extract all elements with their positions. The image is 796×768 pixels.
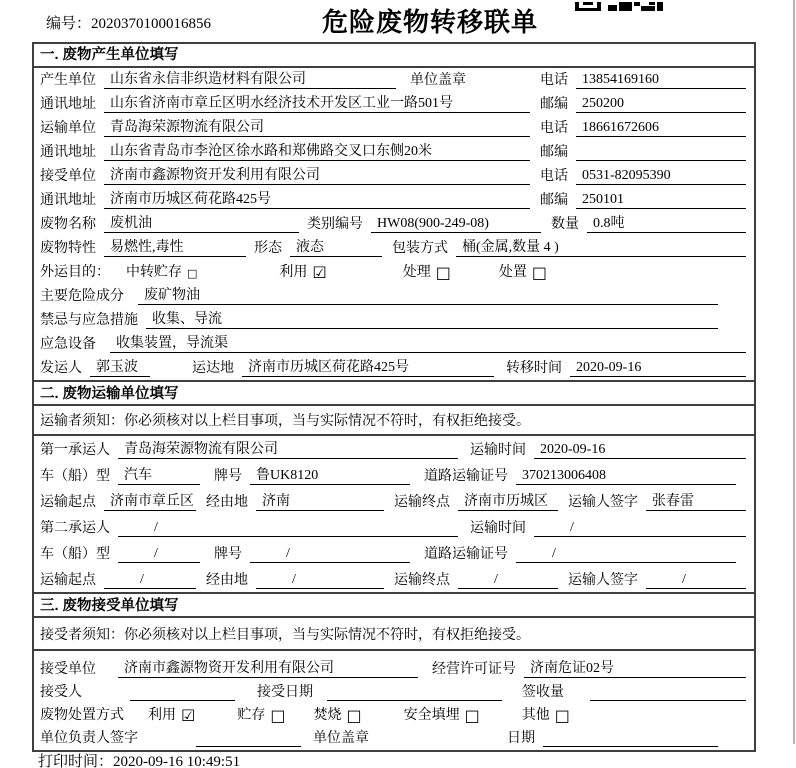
- field-label: 第一承运人: [40, 443, 110, 458]
- characteristics-value: 易燃性,毒性: [104, 236, 246, 257]
- row-receiver-address: [34, 188, 754, 212]
- transport-time-2-value: /: [534, 520, 746, 537]
- checkbox-unchecked-icon: □: [464, 706, 480, 725]
- qr-code-icon: [575, 0, 663, 9]
- page-edge-divider: [793, 0, 795, 744]
- disposal-other: [522, 704, 570, 724]
- serial-number-line: [46, 12, 211, 33]
- unit-seal-label: 单位盖章: [410, 73, 466, 88]
- row-hazard-components: [34, 284, 754, 308]
- row-second-carrier: [34, 514, 754, 540]
- road-permit-value: 370213006408: [516, 468, 736, 485]
- transport-time-label: 运输时间: [470, 521, 526, 536]
- row-waste-characteristics: [34, 236, 754, 260]
- field-label: 车（船）型: [40, 547, 110, 562]
- field-label: 单位负责人签字: [40, 731, 138, 746]
- disposal-landfill: [404, 704, 480, 724]
- transport-unit-value: 青岛海荣源物流有限公司: [104, 116, 530, 137]
- field-label: 接受单位: [40, 169, 96, 184]
- checkbox-label: 利用: [148, 708, 176, 723]
- shipper-value: 郭玉波: [90, 356, 150, 377]
- first-carrier-value: 青岛海荣源物流有限公司: [118, 438, 458, 459]
- checkbox-unchecked-icon: □: [435, 263, 451, 282]
- section-3-header: 三. 废物接受单位填写: [34, 592, 754, 618]
- zip-label: 邮编: [540, 193, 568, 208]
- receiver-phone-value: 0531-82095390: [576, 168, 746, 185]
- checkbox-label: 处理: [402, 265, 431, 280]
- checkbox-unchecked-icon: □: [270, 706, 286, 725]
- received-qty-value: [590, 684, 746, 701]
- checkbox-unchecked-icon: □: [346, 706, 362, 725]
- print-time-value: 2020-09-16 10:49:51: [113, 754, 241, 768]
- field-label: 接受人: [40, 685, 82, 700]
- purpose-treat: [403, 261, 451, 281]
- license-label: 经营许可证号: [432, 662, 516, 677]
- field-label: 运输单位: [40, 121, 96, 136]
- section-2-header: 二. 废物运输单位填写: [34, 380, 754, 406]
- received-qty-label: 签收量: [522, 685, 564, 700]
- date-value: [543, 730, 718, 747]
- zip-label: 邮编: [540, 145, 568, 160]
- row-shipper: [34, 356, 754, 380]
- receiver-notice: 接受者须知：你必须核对以上栏目事项，当与实际情况不符时，有权拒绝接受。: [34, 618, 754, 651]
- transport-phone-value: 18661672606: [576, 120, 746, 137]
- row-generator-address: [34, 92, 754, 116]
- destination-label: 运达地: [192, 361, 234, 376]
- via-label: 经由地: [206, 495, 248, 510]
- license-value: 济南危证02号: [524, 657, 746, 678]
- receiver-zip-value: 250101: [576, 192, 746, 209]
- checkbox-unchecked-icon: □: [554, 706, 570, 725]
- field-label: 运输起点: [40, 573, 96, 588]
- phone-label: 电话: [540, 73, 568, 88]
- form-state-label: 形态: [254, 241, 282, 256]
- field-label: 车（船）型: [40, 469, 110, 484]
- waste-name-value: 废机油: [104, 212, 299, 233]
- unit-seal-label: 单位盖章: [313, 731, 369, 746]
- transport-address-value: 山东省青岛市李沧区徐水路和郑佛路交叉口东侧20米: [104, 140, 530, 161]
- second-carrier-value: /: [118, 520, 458, 537]
- row-receiver-unit: [34, 164, 754, 188]
- plate-2-value: /: [250, 546, 410, 563]
- page-title: 危险废物转移联单: [322, 7, 539, 37]
- field-label: 废物名称: [40, 217, 96, 232]
- emergency-equipment-value: 收集装置，导流渠: [110, 332, 746, 353]
- field-label: 发运人: [40, 361, 82, 376]
- transport-time-value: 2020-09-16: [534, 442, 746, 459]
- row-responsible-signature: [34, 727, 754, 750]
- carrier-sign-label: 运输人签字: [568, 495, 638, 510]
- endpoint-value: 济南市历城区: [458, 490, 558, 511]
- section-receiver: [34, 592, 754, 750]
- plate-label: 牌号: [214, 547, 242, 562]
- row-route-2: [34, 566, 754, 592]
- packaging-value: 桶(金属,数量 4 ): [456, 236, 746, 257]
- row-vehicle-1: [34, 462, 754, 488]
- row-waste-name: [34, 212, 754, 236]
- form-state-value: 液态: [290, 236, 382, 257]
- destination-value: 济南市历城区荷花路425号: [242, 356, 494, 377]
- zip-label: 邮编: [540, 97, 568, 112]
- carrier-sign-label: 运输人签字: [568, 573, 638, 588]
- quantity-value: 0.8吨: [587, 212, 746, 233]
- generator-address-value: 山东省济南市章丘区明水经济技术开发区工业一路501号: [104, 92, 530, 113]
- field-label: 通讯地址: [40, 193, 96, 208]
- section-generator: [34, 44, 754, 380]
- checkbox-label: 中转贮存: [126, 265, 182, 280]
- purpose-dispose: [499, 261, 547, 281]
- row-vehicle-2: [34, 540, 754, 566]
- plate-value: 鲁UK8120: [250, 464, 410, 485]
- generator-unit-value: 山东省永信非织造材料有限公司: [104, 68, 396, 89]
- accept-date-value: [327, 684, 502, 701]
- serial-label: 编号：: [46, 16, 92, 32]
- origin-2-value: /: [104, 572, 196, 589]
- checkbox-checked-icon: ☑: [181, 706, 196, 725]
- disposal-storage: [237, 704, 285, 724]
- date-label: 日期: [507, 731, 535, 746]
- vehicle-type-2-value: /: [118, 546, 200, 563]
- checkbox-label: 焚烧: [313, 708, 342, 723]
- accept-date-label: 接受日期: [257, 685, 313, 700]
- origin-value: 济南市章丘区: [104, 490, 196, 511]
- road-permit-label: 道路运输证号: [424, 469, 508, 484]
- field-label: 通讯地址: [40, 145, 96, 160]
- responsible-signature-value: [196, 730, 301, 747]
- via-2-value: /: [256, 572, 384, 589]
- row-generator-unit: [34, 68, 754, 92]
- receiver-unit-value: 济南市鑫源物资开发利用有限公司: [104, 164, 530, 185]
- packaging-label: 包装方式: [392, 241, 448, 256]
- via-label: 经由地: [206, 573, 248, 588]
- row-outbound-purpose: [34, 260, 754, 284]
- transport-zip-value: [576, 144, 746, 161]
- category-code-value: HW08(900-249-08): [371, 216, 541, 233]
- field-label: 第二承运人: [40, 521, 110, 536]
- checkbox-label: 安全填埋: [403, 708, 460, 723]
- accepting-unit-value: 济南市鑫源物资开发利用有限公司: [118, 657, 418, 678]
- vehicle-type-value: 汽车: [118, 464, 200, 485]
- field-label: 外运目的：: [40, 265, 110, 280]
- row-route-1: [34, 488, 754, 514]
- row-first-carrier: [34, 436, 754, 462]
- purpose-transfer-storage: [126, 261, 197, 281]
- field-label: 产生单位: [40, 73, 96, 88]
- contraindications-value: 收集、导流: [146, 308, 718, 329]
- print-time-line: [38, 750, 240, 768]
- endpoint-2-value: /: [458, 572, 558, 589]
- row-disposal-method: [34, 704, 754, 727]
- transfer-date-value: 2020-09-16: [570, 360, 746, 377]
- row-accepting-person: [34, 681, 754, 704]
- field-label: 应急设备: [40, 337, 96, 352]
- transporter-notice: 运输者须知：你必须核对以上栏目事项，当与实际情况不符时，有权拒绝接受。: [34, 406, 754, 436]
- field-label: 废物处置方式: [40, 708, 124, 723]
- row-contraindications: [34, 308, 754, 332]
- row-emergency-equipment: [34, 332, 754, 356]
- via-value: 济南: [256, 490, 384, 511]
- row-accepting-unit: [34, 651, 754, 681]
- carrier-sign-value: 张春雷: [646, 490, 746, 511]
- row-transport-unit: [34, 116, 754, 140]
- receiver-address-value: 济南市历城区荷花路425号: [104, 188, 530, 209]
- checkbox-label: 处置: [498, 265, 527, 280]
- print-time-label: 打印时间：: [38, 754, 114, 768]
- road-permit-label: 道路运输证号: [424, 547, 508, 562]
- field-label: 运输起点: [40, 495, 96, 510]
- field-label: 禁忌与应急措施: [40, 313, 138, 328]
- hazard-components-value: 废矿物油: [138, 284, 718, 305]
- transport-time-label: 运输时间: [470, 443, 526, 458]
- section-transporter: [34, 380, 754, 592]
- field-label: 废物特性: [40, 241, 96, 256]
- road-permit-2-value: /: [516, 546, 736, 563]
- quantity-label: 数量: [551, 217, 579, 232]
- transfer-date-label: 转移时间: [506, 361, 562, 376]
- category-code-label: 类别编号: [307, 217, 363, 232]
- generator-phone-value: 13854169160: [576, 72, 746, 89]
- checkbox-label: 贮存: [237, 708, 266, 723]
- waste-transfer-form: [32, 42, 756, 752]
- endpoint-label: 运输终点: [394, 573, 450, 588]
- disposal-utilize: [148, 704, 195, 724]
- generator-zip-value: 250200: [576, 96, 746, 113]
- checkbox-label: 其他: [521, 708, 550, 723]
- field-label: 主要危险成分: [40, 289, 124, 304]
- checkbox-checked-icon: ☑: [312, 263, 327, 282]
- carrier-sign-2-value: /: [646, 572, 746, 589]
- checkbox-unchecked-icon: □: [187, 267, 198, 280]
- section-1-header: 一. 废物产生单位填写: [34, 44, 754, 68]
- field-label: 通讯地址: [40, 97, 96, 112]
- checkbox-unchecked-icon: □: [531, 263, 547, 282]
- phone-label: 电话: [540, 169, 568, 184]
- plate-label: 牌号: [214, 469, 242, 484]
- field-label: 接受单位: [40, 662, 96, 677]
- accepting-person-value: [130, 684, 235, 701]
- row-transport-address: [34, 140, 754, 164]
- checkbox-label: 利用: [279, 265, 308, 280]
- serial-value: 2020370100016856: [91, 16, 212, 32]
- endpoint-label: 运输终点: [394, 495, 450, 510]
- purpose-utilize: [279, 261, 326, 281]
- phone-label: 电话: [540, 121, 568, 136]
- disposal-incinerate: [313, 704, 361, 724]
